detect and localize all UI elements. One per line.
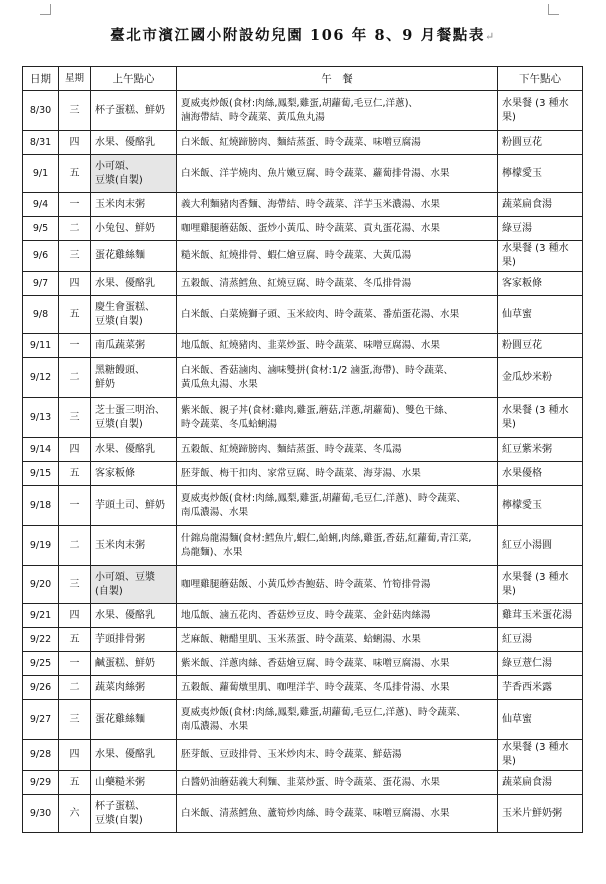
date-cell: 9/8	[23, 296, 59, 334]
weekday-cell: 五	[59, 462, 91, 486]
am-snack-cell: 杯子蛋糕、鮮奶	[91, 91, 177, 131]
pm-snack-cell: 玉米片鮮奶粥	[498, 795, 583, 833]
lunch-cell: 芝麻飯、糖醋里肌、玉米蒸蛋、時令蔬菜、蛤蜊湯、水果	[177, 628, 498, 652]
pm-snack-cell: 粉圓豆花	[498, 334, 583, 358]
pm-snack-cell: 水果餐 (3 種水果)	[498, 241, 583, 272]
weekday-cell: 二	[59, 217, 91, 241]
date-cell: 9/7	[23, 272, 59, 296]
am-snack-cell: 玉米肉末粥	[91, 193, 177, 217]
pm-snack-cell: 水果餐 (3 種水果)	[498, 398, 583, 438]
table-header-row	[23, 67, 583, 91]
date-cell: 9/4	[23, 193, 59, 217]
weekday-cell: 四	[59, 272, 91, 296]
table-row	[23, 296, 583, 334]
pm-snack-cell: 紅豆小湯圓	[498, 526, 583, 566]
weekday-cell: 六	[59, 795, 91, 833]
am-snack-cell: 芋頭排骨粥	[91, 628, 177, 652]
weekday-cell: 一	[59, 334, 91, 358]
weekday-cell: 一	[59, 652, 91, 676]
weekday-cell: 三	[59, 566, 91, 604]
weekday-cell: 二	[59, 358, 91, 398]
am-snack-cell: 小可頌、 豆漿(自製)	[91, 155, 177, 193]
lunch-cell: 五穀飯、紅燒蹄膀肉、麵結蒸蛋、時令蔬菜、冬瓜湯	[177, 438, 498, 462]
am-snack-cell: 鹹蛋糕、鮮奶	[91, 652, 177, 676]
table-row	[23, 526, 583, 566]
weekday-cell: 一	[59, 193, 91, 217]
weekday-cell: 五	[59, 628, 91, 652]
date-cell: 9/19	[23, 526, 59, 566]
lunch-cell: 地瓜飯、紅燒豬肉、韭菜炒蛋、時令蔬菜、味噌豆腐湯、水果	[177, 334, 498, 358]
weekday-cell: 五	[59, 155, 91, 193]
am-snack-cell: 杯子蛋糕、 豆漿(自製)	[91, 795, 177, 833]
date-cell: 9/20	[23, 566, 59, 604]
am-snack-cell: 客家粄條	[91, 462, 177, 486]
pm-snack-cell: 水果餐 (3 種水果)	[498, 91, 583, 131]
table-row	[23, 91, 583, 131]
table-row	[23, 334, 583, 358]
lunch-cell: 白米飯、紅燒蹄膀肉、麵結蒸蛋、時令蔬菜、味噌豆腐湯	[177, 131, 498, 155]
am-snack-cell: 蛋花雞絲麵	[91, 241, 177, 272]
weekday-cell: 一	[59, 486, 91, 526]
pm-snack-cell: 金瓜炒米粉	[498, 358, 583, 398]
am-snack-cell: 水果、優酪乳	[91, 131, 177, 155]
pm-snack-cell: 檸檬愛玉	[498, 155, 583, 193]
date-cell: 9/15	[23, 462, 59, 486]
am-snack-cell: 蛋花雞絲麵	[91, 700, 177, 740]
am-snack-cell: 慶生會蛋糕、 豆漿(自製)	[91, 296, 177, 334]
weekday-cell: 五	[59, 771, 91, 795]
date-cell: 9/11	[23, 334, 59, 358]
lunch-cell: 白米飯、清蒸鱈魚、蘆筍炒肉絲、時令蔬菜、味噌豆腐湯、水果	[177, 795, 498, 833]
table-row	[23, 462, 583, 486]
lunch-cell: 夏威夷炒飯(食材:肉絲,鳳梨,雞蛋,胡蘿蔔,毛豆仁,洋蔥)、 滷海帶結、時令蔬菜、黃瓜魚丸湯	[177, 91, 498, 131]
lunch-cell: 五穀飯、蘿蔔燉里肌、咖哩洋芋、時令蔬菜、冬瓜排骨湯、水果	[177, 676, 498, 700]
pm-snack-cell: 粉圓豆花	[498, 131, 583, 155]
am-snack-cell: 山藥糙米粥	[91, 771, 177, 795]
table-row	[23, 155, 583, 193]
date-cell: 9/26	[23, 676, 59, 700]
table-row	[23, 217, 583, 241]
am-snack-cell: 小可頌、豆漿 (自製)	[91, 566, 177, 604]
table-row	[23, 795, 583, 833]
date-cell: 9/25	[23, 652, 59, 676]
lunch-cell: 咖哩雞腿蘑菇飯、蛋炒小黃瓜、時令蔬菜、貢丸蛋花湯、水果	[177, 217, 498, 241]
pm-snack-cell: 綠豆薏仁湯	[498, 652, 583, 676]
am-snack-cell: 黑糖饅頭、 鮮奶	[91, 358, 177, 398]
lunch-cell: 咖哩雞腿蘑菇飯、小黃瓜炒杏鮑菇、時令蔬菜、竹筍排骨湯	[177, 566, 498, 604]
lunch-cell: 紫米飯、洋蔥肉絲、香菇燴豆腐、時令蔬菜、味噌豆腐湯、水果	[177, 652, 498, 676]
am-snack-cell: 水果、優酪乳	[91, 438, 177, 462]
table-row	[23, 358, 583, 398]
menu-table	[22, 66, 583, 833]
date-cell: 9/18	[23, 486, 59, 526]
pm-snack-cell: 蔬菜扁食湯	[498, 771, 583, 795]
table-row	[23, 272, 583, 296]
table-row	[23, 700, 583, 740]
lunch-cell: 白醬奶油蘑菇義大利麵、韭菜炒蛋、時令蔬菜、蛋花湯、水果	[177, 771, 498, 795]
date-cell: 9/22	[23, 628, 59, 652]
pm-snack-cell: 仙草蜜	[498, 700, 583, 740]
header-lunch: 午 餐	[177, 67, 498, 91]
weekday-cell: 四	[59, 438, 91, 462]
header-date: 日期	[23, 67, 59, 91]
header-weekday: 星期	[59, 67, 91, 91]
weekday-cell: 三	[59, 398, 91, 438]
pm-snack-cell: 紅豆紫米粥	[498, 438, 583, 462]
date-cell: 9/21	[23, 604, 59, 628]
pm-snack-cell: 綠豆湯	[498, 217, 583, 241]
date-cell: 8/30	[23, 91, 59, 131]
table-row	[23, 676, 583, 700]
page-corner-mark-left	[40, 4, 51, 15]
pm-snack-cell: 雞茸玉米蛋花湯	[498, 604, 583, 628]
am-snack-cell: 芝士蛋三明治、 豆漿(自製)	[91, 398, 177, 438]
table-row	[23, 628, 583, 652]
pm-snack-cell: 水果餐 (3 種水果)	[498, 566, 583, 604]
weekday-cell: 三	[59, 241, 91, 272]
pm-snack-cell: 仙草蜜	[498, 296, 583, 334]
am-snack-cell: 水果、優酪乳	[91, 740, 177, 771]
date-cell: 9/30	[23, 795, 59, 833]
pm-snack-cell: 蔬菜扁食湯	[498, 193, 583, 217]
date-cell: 9/29	[23, 771, 59, 795]
table-row	[23, 771, 583, 795]
lunch-cell: 胚芽飯、豆豉排骨、玉米炒肉末、時令蔬菜、鮮菇湯	[177, 740, 498, 771]
title-text: 臺北市濱江國小附設幼兒園 106 年 8、9 月餐點表	[110, 27, 485, 44]
weekday-cell: 四	[59, 740, 91, 771]
page-corner-mark-right	[548, 4, 559, 15]
weekday-cell: 五	[59, 296, 91, 334]
lunch-cell: 胚芽飯、梅干扣肉、家常豆腐、時令蔬菜、海芽湯、水果	[177, 462, 498, 486]
weekday-cell: 二	[59, 676, 91, 700]
date-cell: 9/12	[23, 358, 59, 398]
table-row	[23, 566, 583, 604]
lunch-cell: 白米飯、白菜燒獅子頭、玉米絞肉、時令蔬菜、番茄蛋花湯、水果	[177, 296, 498, 334]
pm-snack-cell: 水果餐 (3 種水果)	[498, 740, 583, 771]
am-snack-cell: 芋頭土司、鮮奶	[91, 486, 177, 526]
table-row	[23, 604, 583, 628]
weekday-cell: 三	[59, 91, 91, 131]
pm-snack-cell: 檸檬愛玉	[498, 486, 583, 526]
lunch-cell: 五穀飯、清蒸鱈魚、紅燒豆腐、時令蔬菜、冬瓜排骨湯	[177, 272, 498, 296]
header-am-snack: 上午點心	[91, 67, 177, 91]
table-row	[23, 131, 583, 155]
table-row	[23, 398, 583, 438]
am-snack-cell: 南瓜蔬菜粥	[91, 334, 177, 358]
table-body	[23, 91, 583, 833]
document-title	[0, 24, 606, 45]
pm-snack-cell: 芋香西米露	[498, 676, 583, 700]
am-snack-cell: 水果、優酪乳	[91, 604, 177, 628]
lunch-cell: 白米飯、洋芋燒肉、魚片嫩豆腐、時令蔬菜、蘿蔔排骨湯、水果	[177, 155, 498, 193]
lunch-cell: 白米飯、香菇滷肉、滷味雙拼(食材:1/2 滷蛋,海帶)、時令蔬菜、 黃瓜魚丸湯、水果	[177, 358, 498, 398]
pm-snack-cell: 水果優格	[498, 462, 583, 486]
am-snack-cell: 水果、優酪乳	[91, 272, 177, 296]
table-row	[23, 740, 583, 771]
date-cell: 9/1	[23, 155, 59, 193]
paragraph-mark-icon: ↵	[485, 30, 496, 43]
table-row	[23, 241, 583, 272]
date-cell: 8/31	[23, 131, 59, 155]
table-row	[23, 193, 583, 217]
lunch-cell: 夏威夷炒飯(食材:肉絲,鳳梨,雞蛋,胡蘿蔔,毛豆仁,洋蔥)、時令蔬菜、 南瓜濃湯、水果	[177, 486, 498, 526]
date-cell: 9/5	[23, 217, 59, 241]
lunch-cell: 什錦烏龍湯麵(食材:鱈魚片,蝦仁,蛤蜊,肉絲,雞蛋,香菇,紅蘿蔔,青江菜, 烏龍麵)、水果	[177, 526, 498, 566]
lunch-cell: 紫米飯、親子丼(食材:雞肉,雞蛋,蘑菇,洋蔥,胡蘿蔔)、雙色干絲、 時令蔬菜、冬瓜蛤蜊湯	[177, 398, 498, 438]
pm-snack-cell: 紅豆湯	[498, 628, 583, 652]
am-snack-cell: 小兔包、鮮奶	[91, 217, 177, 241]
lunch-cell: 義大利麵豬肉香麵、海帶結、時令蔬菜、洋芋玉米濃湯、水果	[177, 193, 498, 217]
pm-snack-cell: 客家粄條	[498, 272, 583, 296]
weekday-cell: 三	[59, 700, 91, 740]
table-row	[23, 486, 583, 526]
date-cell: 9/13	[23, 398, 59, 438]
table-row	[23, 438, 583, 462]
weekday-cell: 二	[59, 526, 91, 566]
header-pm-snack: 下午點心	[498, 67, 583, 91]
lunch-cell: 夏威夷炒飯(食材:肉絲,鳳梨,雞蛋,胡蘿蔔,毛豆仁,洋蔥)、時令蔬菜、 南瓜濃湯、水果	[177, 700, 498, 740]
lunch-cell: 糙米飯、紅燒排骨、蝦仁燴豆腐、時令蔬菜、大黃瓜湯	[177, 241, 498, 272]
date-cell: 9/27	[23, 700, 59, 740]
weekday-cell: 四	[59, 131, 91, 155]
am-snack-cell: 蔬菜肉絲粥	[91, 676, 177, 700]
date-cell: 9/6	[23, 241, 59, 272]
date-cell: 9/28	[23, 740, 59, 771]
weekday-cell: 四	[59, 604, 91, 628]
lunch-cell: 地瓜飯、滷五花肉、香菇炒豆皮、時令蔬菜、金針菇肉絲湯	[177, 604, 498, 628]
table-row	[23, 652, 583, 676]
date-cell: 9/14	[23, 438, 59, 462]
am-snack-cell: 玉米肉末粥	[91, 526, 177, 566]
